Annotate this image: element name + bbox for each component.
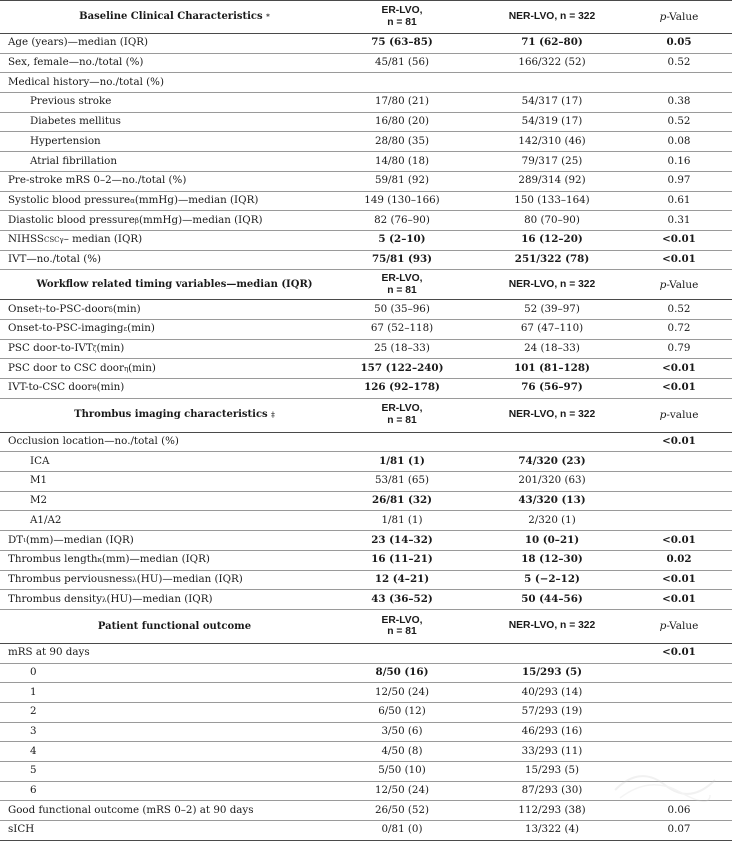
row-label-text: Thrombus length (8, 553, 98, 566)
p-value (626, 511, 732, 530)
ner-lvo-value (483, 433, 621, 452)
er-lvo-value: 53/81 (65) (374, 474, 430, 487)
ner-lvo-value: 50 (44–56) (521, 592, 583, 605)
row-label-text: (min) (127, 322, 155, 335)
table-row (0, 152, 732, 172)
p-value (626, 452, 732, 471)
ner-lvo-value: 71 (62–80) (521, 36, 583, 49)
ner-lvo-value: 15/293 (5) (521, 665, 583, 678)
table-row (0, 644, 732, 664)
table-row (0, 433, 732, 453)
table-row (0, 132, 732, 152)
p-value: 0.05 (666, 36, 692, 49)
table-row (0, 492, 732, 512)
column-header-ner-lvo: NER-LVO, n = 322 (508, 409, 596, 421)
ner-lvo-value: 251/322 (78) (514, 252, 590, 265)
row-label-text: -to-PSC-door (42, 302, 109, 315)
ner-lvo-value: 24 (18–33) (524, 342, 580, 355)
ner-lvo-value: 150 (133–164) (514, 193, 590, 206)
p-value: 0.97 (667, 174, 691, 187)
p-value (626, 664, 732, 683)
watermark-graphic (610, 760, 720, 805)
column-header-er-lvo: ER-LVO, n = 81 (381, 614, 423, 638)
p-label-rest: -Value (666, 278, 699, 291)
row-label-text: Hypertension (30, 134, 101, 147)
p-value: 0.07 (667, 823, 691, 836)
p-value: <0.01 (662, 592, 696, 605)
column-header-p-value (626, 610, 732, 643)
ner-lvo-value: 67 (47–110) (520, 322, 584, 335)
row-label-text: A1/A2 (30, 513, 62, 526)
row-label-text: (min) (112, 302, 141, 315)
column-header-p-value (626, 399, 732, 432)
ner-lvo-value: 54/319 (17) (521, 115, 583, 128)
er-lvo-value: 6/50 (12) (378, 705, 426, 718)
p-value (626, 683, 732, 702)
row-label: Onset † -to-PSC-door δ (min) (8, 302, 141, 315)
er-lvo-value: 12/50 (24) (374, 784, 430, 797)
table-row (0, 571, 732, 591)
row-label: Thrombus length κ (mm)—median (IQR) (8, 553, 210, 566)
er-lvo-value: 59/81 (92) (374, 174, 430, 187)
row-label (8, 644, 358, 663)
ner-lvo-value: 15/293 (5) (524, 764, 580, 777)
p-value: 0.38 (667, 95, 691, 108)
row-label (30, 723, 380, 742)
row-label (30, 93, 380, 112)
row-label (30, 782, 380, 801)
section-title-text: Workflow related timing variables—median (IQR) (36, 279, 313, 290)
table-row (0, 320, 732, 340)
ner-lvo-value: 33/293 (11) (521, 744, 583, 757)
table-row (0, 34, 732, 54)
row-label: PSC door-to-IVT ζ (min) (8, 342, 125, 355)
p-label-rest: -Value (666, 10, 699, 23)
er-lvo-value: 0/81 (0) (381, 823, 423, 836)
p-value: <0.01 (662, 361, 696, 374)
p-value: 0.72 (667, 322, 691, 335)
er-lvo-value: 8/50 (16) (375, 665, 429, 678)
row-label: NIHSS CSC γ – median (IQR) (8, 233, 143, 246)
row-label-text: Previous stroke (30, 95, 112, 108)
section-title (0, 270, 349, 299)
row-label (30, 703, 380, 722)
column-header-p-value (626, 270, 732, 299)
section-title-text: Baseline Clinical Characteristics (79, 11, 263, 23)
row-label-text: PSC door to CSC door (8, 361, 124, 374)
ner-lvo-value: 40/293 (14) (521, 685, 583, 698)
er-lvo-value: 126 (92–178) (364, 381, 440, 394)
row-label: Diastolic blood pressure β (mmHg)—median (IQR) (8, 213, 263, 226)
ner-lvo-value: 52 (39–97) (524, 302, 580, 315)
row-label: Onset-to-PSC-imaging ε (min) (8, 322, 155, 335)
row-label-text: Systolic blood pressure (8, 193, 131, 206)
row-label (8, 433, 358, 452)
p-value: 0.79 (667, 342, 691, 355)
ner-lvo-value: 142/310 (46) (518, 134, 586, 147)
ner-lvo-value: 18 (12–30) (521, 553, 583, 566)
ner-lvo-value: 112/293 (38) (518, 803, 586, 816)
table-row (0, 340, 732, 360)
row-label-text: (HU)—median (IQR) (136, 572, 243, 585)
row-label: Thrombus perviousness λ (HU)—median (IQR) (8, 572, 243, 585)
er-lvo-value: 67 (52–118) (370, 322, 434, 335)
table-row (0, 590, 732, 610)
ner-lvo-value: 16 (12–20) (521, 233, 583, 246)
row-label-text: (mmHg)—median (IQR) (134, 193, 259, 206)
p-value (626, 73, 732, 92)
column-header-ner-lvo: NER-LVO, n = 322 (508, 278, 596, 290)
column-header-ner-lvo: NER-LVO, n = 322 (508, 11, 596, 23)
row-label-text: PSC door-to-IVT (8, 342, 93, 355)
table-row (0, 231, 732, 251)
row-label-text: Occlusion location—no./total (%) (8, 435, 179, 448)
column-header-ner-lvo: NER-LVO, n = 322 (508, 620, 596, 632)
section-header (0, 399, 732, 433)
ner-lvo-value: 57/293 (19) (521, 705, 583, 718)
row-label-text: 6 (30, 784, 37, 797)
table-row (0, 664, 732, 684)
table-row (0, 821, 732, 841)
p-value (626, 742, 732, 761)
row-label-text: (min) (96, 342, 125, 355)
row-label-text: (min) (96, 381, 125, 394)
row-label (30, 152, 380, 171)
row-label-text: Diabetes mellitus (30, 115, 121, 128)
row-label: Systolic blood pressure α (mmHg)—median (IQR) (8, 193, 259, 206)
p-value: 0.52 (667, 302, 691, 315)
p-value (626, 703, 732, 722)
p-value: 0.16 (667, 154, 691, 167)
row-label: DT ι (mm)—median (IQR) (8, 533, 134, 546)
ner-lvo-value: 166/322 (52) (518, 56, 586, 69)
table-row (0, 300, 732, 320)
row-label-text: 3 (30, 725, 37, 738)
row-label-text: Pre-stroke mRS 0–2—no./total (%) (8, 174, 187, 187)
er-lvo-value: 17/80 (21) (374, 95, 430, 108)
row-label (30, 683, 380, 702)
column-header-er-lvo: ER-LVO, n = 81 (381, 403, 423, 427)
table-row (0, 211, 732, 231)
row-label-text: Thrombus density (8, 592, 103, 605)
section-title-text: Thrombus imaging characteristics (74, 409, 268, 421)
er-lvo-value: 16/80 (20) (374, 115, 430, 128)
ner-lvo-value: 5 (−2–12) (524, 572, 580, 585)
er-lvo-value: 12 (4–21) (374, 572, 430, 585)
p-value: 0.52 (667, 56, 691, 69)
p-label-rest: -Value (666, 620, 699, 633)
ner-lvo-value: 76 (56–97) (521, 381, 583, 394)
table-row (0, 73, 732, 93)
row-label-text: (HU)—median (IQR) (106, 592, 213, 605)
row-label-text: ICA (30, 454, 50, 467)
row-label-text: 2 (30, 705, 37, 718)
row-label (8, 251, 358, 270)
table-row (0, 452, 732, 472)
er-lvo-value (349, 433, 455, 452)
er-lvo-value: 12/50 (24) (374, 685, 430, 698)
er-lvo-value: 43 (36–52) (371, 592, 433, 605)
row-label-text: Atrial fibrillation (30, 154, 117, 167)
table-row (0, 511, 732, 531)
section-header (0, 270, 732, 300)
p-value: <0.01 (662, 233, 696, 246)
row-label-text: 5 (30, 764, 37, 777)
row-label (8, 172, 358, 191)
er-lvo-value: 26/81 (32) (371, 494, 433, 507)
row-label (8, 801, 358, 820)
row-label-text: (min) (128, 361, 156, 374)
row-label-text: 4 (30, 744, 37, 757)
row-label-text: Onset-to-PSC-imaging (8, 322, 124, 335)
row-label-text: Sex, female—no./total (%) (8, 56, 144, 69)
section-title (0, 610, 349, 643)
er-lvo-value: 157 (122–240) (360, 361, 444, 374)
ner-lvo-value: 2/320 (1) (528, 513, 576, 526)
row-label-text: 1 (30, 685, 37, 698)
ner-lvo-value (483, 73, 621, 92)
ner-lvo-value: 10 (0–21) (524, 533, 580, 546)
ner-lvo-value: 54/317 (17) (521, 95, 583, 108)
er-lvo-value: 28/80 (35) (374, 134, 430, 147)
column-header-er-lvo: ER-LVO, n = 81 (381, 5, 423, 28)
er-lvo-value: 5/50 (10) (378, 764, 426, 777)
row-label-text: Thrombus perviousness (8, 572, 133, 585)
ner-lvo-value: 80 (70–90) (524, 213, 580, 226)
p-value: <0.01 (662, 572, 696, 585)
row-label-text: – median (IQR) (63, 233, 143, 246)
table-row (0, 192, 732, 212)
row-label (8, 34, 358, 53)
ner-lvo-value: 13/322 (4) (524, 823, 580, 836)
er-lvo-value: 149 (130–166) (364, 193, 440, 206)
table-row (0, 703, 732, 723)
row-label-text: Onset (8, 302, 39, 315)
er-lvo-value: 26/50 (52) (374, 803, 430, 816)
p-value: 0.61 (667, 193, 691, 206)
er-lvo-value: 82 (76–90) (374, 213, 430, 226)
table-row (0, 379, 732, 399)
p-value: <0.01 (662, 435, 696, 448)
ner-lvo-value: 87/293 (30) (521, 784, 583, 797)
er-lvo-value: 45/81 (56) (374, 56, 430, 69)
ner-lvo-value (483, 644, 621, 663)
section-header (0, 0, 732, 34)
er-lvo-value: 23 (14–32) (371, 533, 433, 546)
row-label-text: (mm)—median (IQR) (101, 553, 210, 566)
er-lvo-value: 25 (18–33) (374, 342, 430, 355)
section-title: Thrombus imaging characteristics ‡ (74, 409, 275, 421)
row-label (30, 132, 380, 151)
p-value (626, 723, 732, 742)
er-lvo-value: 1/81 (1) (379, 454, 425, 467)
row-label-text: (mmHg)—median (IQR) (138, 213, 263, 226)
row-label (8, 54, 358, 73)
er-lvo-value: 75/81 (93) (371, 252, 433, 265)
table-row (0, 531, 732, 551)
p-value: 0.06 (667, 803, 691, 816)
table-row (0, 359, 732, 379)
row-label (30, 113, 380, 132)
p-value: 0.31 (667, 213, 691, 226)
row-label (30, 452, 380, 471)
row-label-text: mRS at 90 days (8, 646, 90, 659)
er-lvo-value: 50 (35–96) (374, 302, 430, 315)
er-lvo-value (349, 644, 455, 663)
p-value (626, 492, 732, 511)
ner-lvo-value: 79/317 (25) (521, 154, 583, 167)
row-label-text: NIHSS (8, 233, 44, 246)
p-value: <0.01 (662, 381, 696, 394)
row-label-text: sICH (8, 823, 35, 836)
p-value: 0.02 (666, 553, 692, 566)
ner-lvo-value: 289/314 (92) (518, 174, 586, 187)
er-lvo-value: 3/50 (6) (381, 725, 423, 738)
table-row (0, 93, 732, 113)
row-label (30, 472, 380, 491)
p-italic: p (659, 278, 667, 291)
row-label-text: Medical history—no./total (%) (8, 75, 164, 88)
row-label-text: IVT—no./total (%) (8, 252, 102, 265)
er-lvo-value: 75 (63–85) (371, 36, 433, 49)
p-italic: p (659, 620, 667, 633)
er-lvo-value: 5 (2–10) (378, 233, 426, 246)
row-label-text: DT (8, 533, 24, 546)
row-label-text: M1 (30, 474, 48, 487)
row-label-text: 0 (30, 665, 37, 678)
row-label (30, 742, 380, 761)
p-value: 0.08 (667, 134, 691, 147)
ner-lvo-value: 74/320 (23) (518, 454, 586, 467)
ner-lvo-value: 201/320 (63) (518, 474, 586, 487)
table-row (0, 172, 732, 192)
p-value: <0.01 (662, 646, 696, 659)
er-lvo-value (349, 73, 455, 92)
row-label-text: M2 (30, 494, 48, 507)
row-label (30, 492, 380, 511)
p-value (626, 472, 732, 491)
row-label (30, 762, 380, 781)
column-header-er-lvo: ER-LVO, n = 81 (381, 272, 423, 296)
section-title: Baseline Clinical Characteristics * (79, 11, 270, 23)
row-label: Thrombus density λ (HU)—median (IQR) (8, 592, 213, 605)
table-row (0, 551, 732, 571)
p-italic: p (659, 10, 667, 23)
row-label: PSC door to CSC door η (min) (8, 361, 156, 374)
row-label-text: (mm)—median (IQR) (25, 533, 134, 546)
row-label-text: Age (years)—median (IQR) (8, 36, 149, 49)
section-header (0, 610, 732, 644)
ner-lvo-value: 43/320 (13) (518, 494, 586, 507)
row-label-text: Good functional outcome (mRS 0–2) at 90 days (8, 803, 254, 816)
row-label (8, 73, 358, 92)
p-value: <0.01 (662, 533, 696, 546)
p-label-rest: -value (666, 409, 699, 422)
er-lvo-value: 16 (11–21) (371, 553, 433, 566)
er-lvo-value: 4/50 (8) (381, 744, 423, 757)
section-title-text: Patient functional outcome (97, 620, 252, 632)
column-header-p-value (626, 1, 732, 33)
table-row (0, 113, 732, 133)
ner-lvo-value: 101 (81–128) (514, 361, 590, 374)
er-lvo-value: 1/81 (1) (381, 513, 423, 526)
table-row (0, 683, 732, 703)
row-label: IVT-to-CSC door θ (min) (8, 381, 125, 394)
table-row (0, 54, 732, 74)
ner-lvo-value: 46/293 (16) (521, 725, 583, 738)
table-row (0, 723, 732, 743)
table-row (0, 251, 732, 271)
row-label (30, 664, 380, 683)
p-value: <0.01 (662, 252, 696, 265)
p-italic: p (659, 409, 667, 422)
er-lvo-value: 14/80 (18) (374, 154, 430, 167)
row-label (30, 511, 380, 530)
table-row (0, 472, 732, 492)
row-label-text: IVT-to-CSC door (8, 381, 93, 394)
p-value: 0.52 (667, 115, 691, 128)
row-label-text: Diastolic blood pressure (8, 213, 135, 226)
